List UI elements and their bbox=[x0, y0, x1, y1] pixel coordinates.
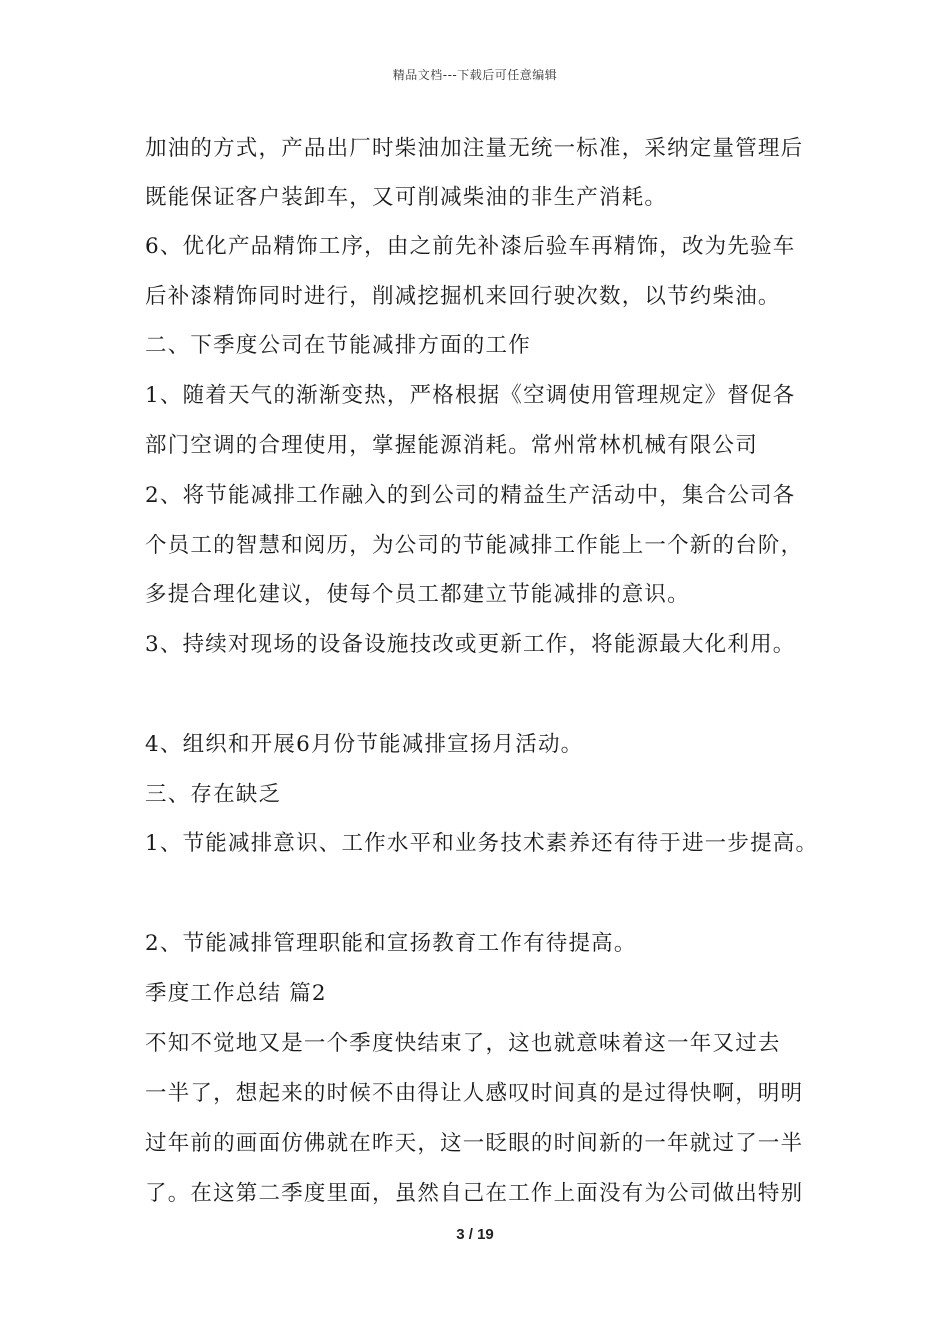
body-line: 6、优化产品精饰工序，由之前先补漆后验车再精饰，改为先验车 bbox=[145, 234, 796, 259]
body-line: 1、随着天气的渐渐变热，严格根据《空调使用管理规定》督促各 bbox=[145, 383, 796, 408]
body-line: 3、持续对现场的设备设施技改或更新工作，将能源最大化利用。 bbox=[145, 632, 796, 657]
body-line: 一半了，想起来的时候不由得让人感叹时间真的是过得快啊，明明 bbox=[145, 1081, 804, 1106]
body-line: 4、组织和开展6月份节能减排宣扬月活动。 bbox=[145, 732, 584, 757]
body-line: 个员工的智慧和阅历，为公司的节能减排工作能上一个新的台阶， bbox=[145, 533, 804, 558]
article-title: 季度工作总结 篇2 bbox=[145, 981, 327, 1006]
body-line: 不知不觉地又是一个季度快结束了，这也就意味着这一年又过去 bbox=[145, 1031, 781, 1056]
page-header: 精品文档---下载后可任意编辑 bbox=[392, 68, 558, 82]
page-number: 3 / 19 bbox=[456, 1226, 494, 1243]
body-line: 2、节能减排管理职能和宣扬教育工作有待提高。 bbox=[145, 931, 637, 956]
body-line: 加油的方式，产品出厂时柴油加注量无统一标准，采纳定量管理后 bbox=[145, 136, 804, 161]
body-line: 1、节能减排意识、工作水平和业务技术素养还有待于进一步提高。 bbox=[145, 831, 819, 856]
body-line: 部门空调的合理使用，掌握能源消耗。常州常林机械有限公司 bbox=[145, 433, 758, 458]
body-line: 2、将节能减排工作融入的到公司的精益生产活动中，集合公司各 bbox=[145, 483, 796, 508]
body-line: 既能保证客户装卸车，又可削减柴油的非生产消耗。 bbox=[145, 185, 668, 210]
section-heading: 二、下季度公司在节能减排方面的工作 bbox=[145, 333, 531, 358]
body-line: 多提合理化建议，使每个员工都建立节能减排的意识。 bbox=[145, 582, 690, 607]
section-heading: 三、存在缺乏 bbox=[145, 782, 282, 807]
body-line: 后补漆精饰同时进行，削减挖掘机来回行驶次数，以节约柴油。 bbox=[145, 284, 781, 309]
body-line: 了。在这第二季度里面，虽然自己在工作上面没有为公司做出特别 bbox=[145, 1181, 804, 1206]
body-line: 过年前的画面仿佛就在昨天，这一眨眼的时间新的一年就过了一半 bbox=[145, 1131, 804, 1156]
